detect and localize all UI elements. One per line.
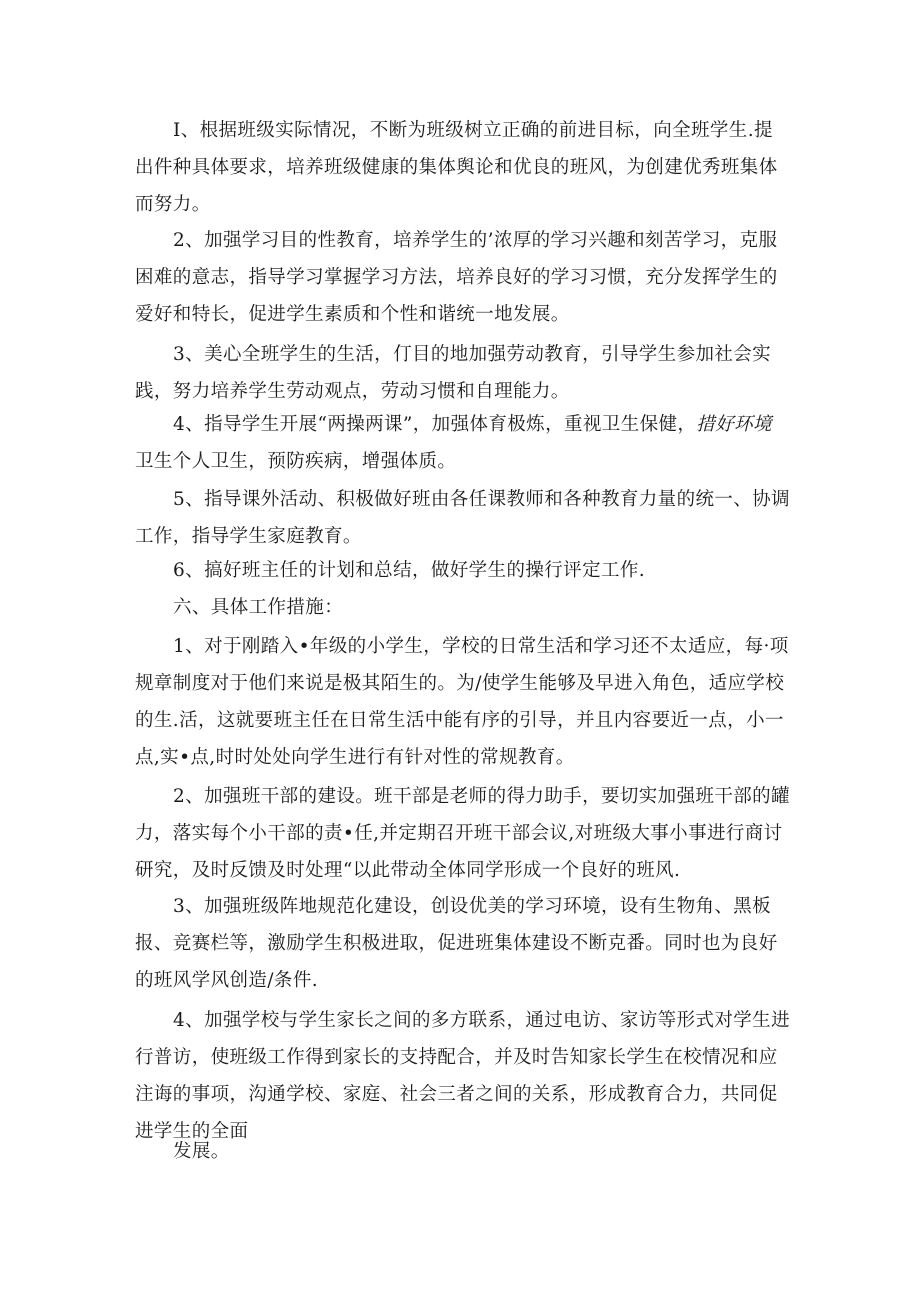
- paragraph-line: 注诲的事项，沟通学校、家庭、社会三者之间的关系，形成教育合力，共同促: [135, 1084, 778, 1105]
- paragraph-1: [135, 112, 785, 223]
- paragraph-5: [135, 481, 790, 555]
- paragraph-line: 的生.活，这就要班主任在日常生活中能有序的引导，并且内容要近一点，小一: [135, 710, 784, 731]
- paragraph-line: 出件种具体要求，培养班级健康的集体舆论和优良的班风，为创建优秀班集体: [135, 157, 778, 178]
- paragraph-line: 点,实•点,时时处处向学生进行有针对性的常规教育。: [135, 747, 575, 768]
- paragraph-9: [135, 778, 790, 889]
- paragraph-line: 2、加强班干部的建设。班干部是老师的得力助手，要切实加强班干部的罐: [173, 786, 790, 807]
- paragraph-line: 践，努力培养学生劳动观点，劳动习惯和自理能力。: [135, 381, 570, 402]
- paragraph-line: 爱好和特长，促进学生素质和个性和谐统一地发展。: [135, 304, 570, 325]
- paragraph-line: 4、加强学校与学生家长之间的多方联系，通过电访、家访等形式对学生进: [173, 1010, 790, 1031]
- paragraph-line: 的班风学风创造/条件.: [135, 970, 319, 991]
- paragraph-10: [135, 888, 785, 999]
- paragraph-line: 3、美心全班学生的生活，仃目的地加强劳动教育，引导学生参加社会实: [173, 344, 772, 365]
- section-heading-text: 六、具体工作措施：: [173, 597, 344, 618]
- paragraph-line: 困难的意志，指导学习掌握学习方法，培养良好的学习习惯，充分发挥学生的: [135, 267, 778, 288]
- paragraph-line: 报、竞赛栏等，激励学生积极进取，促进班集体建设不断克番。同时也为良好: [135, 933, 778, 954]
- paragraph-line: 力，落实每个小干部的责•任,并定期召开班干部会议,对班级大事小事进行商讨: [135, 823, 783, 844]
- paragraph-11: [135, 1002, 790, 1150]
- paragraph-line-prefix: 4、指导学生开展“两操两课”，加强体育极炼，重视卫生保健，: [173, 414, 697, 435]
- paragraph-line: 5、指导课外活动、积极做好班由各任课教师和各种教育力量的统一、协调: [173, 489, 790, 510]
- section-heading: [135, 589, 785, 626]
- paragraph-line: 卫生个人卫生，预防疾病，增强体质。: [135, 451, 457, 472]
- paragraph-line: 1、对于刚踏入•年级的小学生，学校的日常生活和学习还不太适应，每·项: [173, 636, 789, 657]
- paragraph-4: [135, 406, 785, 480]
- paragraph-line: 行普访，使班级工作得到家长的支持配合，并及时告知家长学生在校情况和应: [135, 1047, 778, 1068]
- paragraph-line: 进学生的全面: [135, 1121, 249, 1142]
- paragraph-3: [135, 336, 785, 410]
- paragraph-line: 工作，指导学生家庭教育。: [135, 526, 362, 547]
- paragraph-line: 规章制度对于他们来说是极其陌生的。为/使学生能够及早进入角色，适应学校: [135, 673, 785, 694]
- paragraph-line: I、根据班级实际情况，不断为班级树立正确的前进目标，向全班学生.提: [173, 120, 773, 141]
- paragraph-line: 6、搞好班主任的计划和总结，做好学生的操行评定工作.: [173, 560, 646, 581]
- paragraph-line: 研究，及时反馈及时处理“以此带动全体同学形成一个良好的班风.: [135, 860, 681, 881]
- paragraph-8: [135, 628, 789, 776]
- paragraph-line: 3、加强班级阵地规范化建设，创设优美的学习环境，设有生物角、黑板: [173, 896, 772, 917]
- paragraph-line: 2、加强学习目的性教育，培养学生的’浓厚的学习兴趣和刻苦学习，克服: [173, 230, 778, 251]
- paragraph-2: [135, 222, 785, 333]
- italic-phrase: 措好环境: [696, 414, 772, 435]
- paragraph-line: [135, 406, 785, 443]
- paragraph-line: 发展。: [173, 1141, 230, 1162]
- paragraph-line: 而努力。: [135, 194, 211, 215]
- paragraph-6: [135, 552, 785, 589]
- paragraph-12: [135, 1133, 785, 1170]
